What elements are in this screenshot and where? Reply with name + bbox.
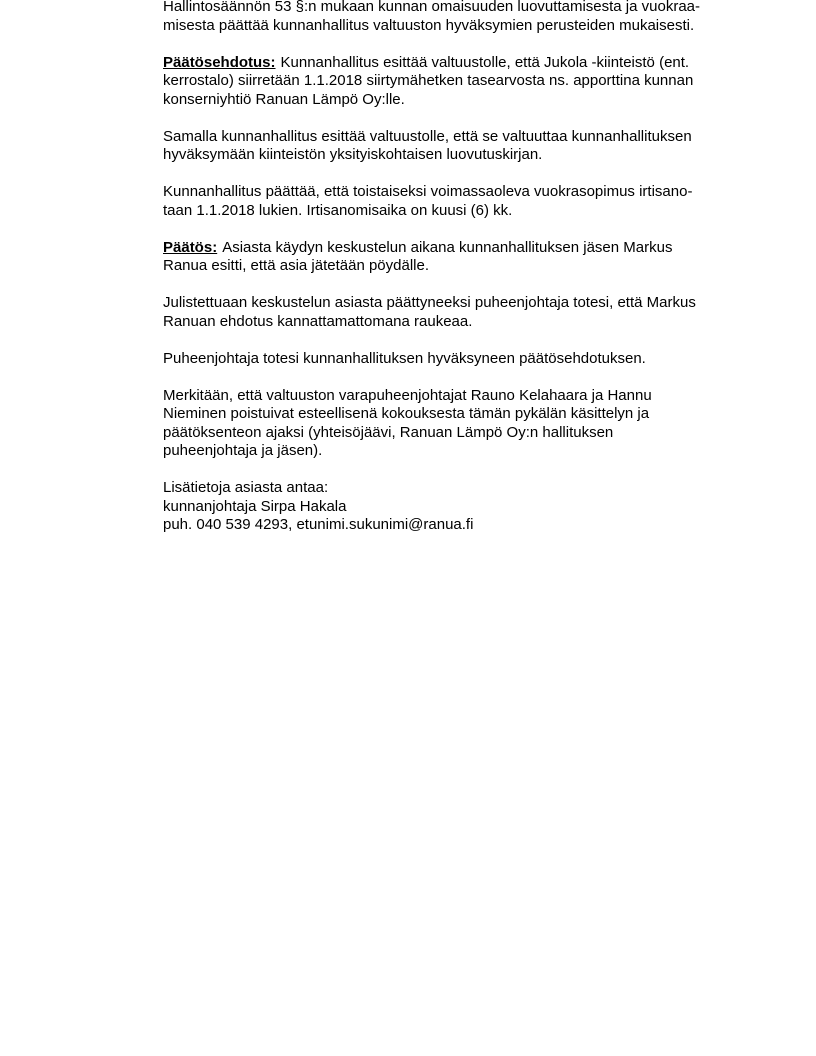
text-line: Kunnanhallitus päättää, että toistaiseksi voimassaoleva vuokrasopimus irtisano- [163,183,693,200]
text-line: Hallintosäännön 53 §:n mukaan kunnan omaisuuden luovuttamisesta ja vuokraa- [163,0,701,15]
decision-paragraph [163,239,763,276]
text-segment: Kunnanhallitus esittää valtuustolle, että Jukola -kiinteistö (ent. [280,53,690,71]
text-line: kunnanjohtaja Sirpa Hakala [163,497,347,515]
authorization-paragraph [163,128,763,165]
proposal-paragraph [163,54,763,110]
document-page [163,0,763,553]
text-line: puh. 040 539 4293, etunimi.sukunimi@ranua.fi [163,516,474,533]
text-line: puheenjohtaja ja jäsen). [163,442,323,459]
discussion-paragraph [163,294,763,331]
proposal-label: Päätösehdotus: [163,53,276,71]
text-line: Lisätietoja asiasta antaa: [163,479,329,496]
text-line [163,54,763,73]
text-line: taan 1.1.2018 lukien. Irtisanomisaika on kuusi (6) kk. [163,201,513,219]
termination-paragraph [163,183,763,220]
text-line: hyväksymään kiinteistön yksityiskohtaisen luovutuskirjan. [163,146,543,163]
disqualification-paragraph [163,387,763,461]
text-line: Puheenjohtaja totesi kunnanhallituksen hyväksyneen päätösehdotuksen. [163,349,646,367]
text-line: Ranuan ehdotus kannattamattomana raukeaa. [163,312,473,330]
contact-paragraph [163,479,763,535]
text-line: Samalla kunnanhallitus esittää valtuustolle, että se valtuuttaa kunnanhallituksen [163,127,692,145]
text-segment: Asiasta käydyn keskustelun aikana kunnanhallituksen jäsen Markus [222,238,673,256]
text-line: kerrostalo) siirretään 1.1.2018 siirtymähetken tasearvosta ns. apporttina kunnan [163,72,694,89]
intro-paragraph [163,0,763,35]
approval-paragraph [163,350,763,369]
text-line: Ranua esitti, että asia jätetään pöydälle. [163,257,430,274]
text-line: Merkitään, että valtuuston varapuheenjohtajat Rauno Kelahaara ja Hannu [163,386,652,404]
text-line: Nieminen poistuivat esteellisenä kokouksesta tämän pykälän käsittelyn ja [163,405,650,422]
text-line: päätöksenteon ajaksi (yhteisöjäävi, Ranuan Lämpö Oy:n hallituksen [163,423,614,441]
text-line: misesta päättää kunnanhallitus valtuuston hyväksymien perusteiden mukaisesti. [163,16,695,34]
text-line: konserniyhtiö Ranuan Lämpö Oy:lle. [163,90,405,108]
decision-label: Päätös: [163,238,218,256]
text-line: Julistettuaan keskustelun asiasta päättyneeksi puheenjohtaja totesi, että Markus [163,294,696,311]
text-line [163,239,763,258]
